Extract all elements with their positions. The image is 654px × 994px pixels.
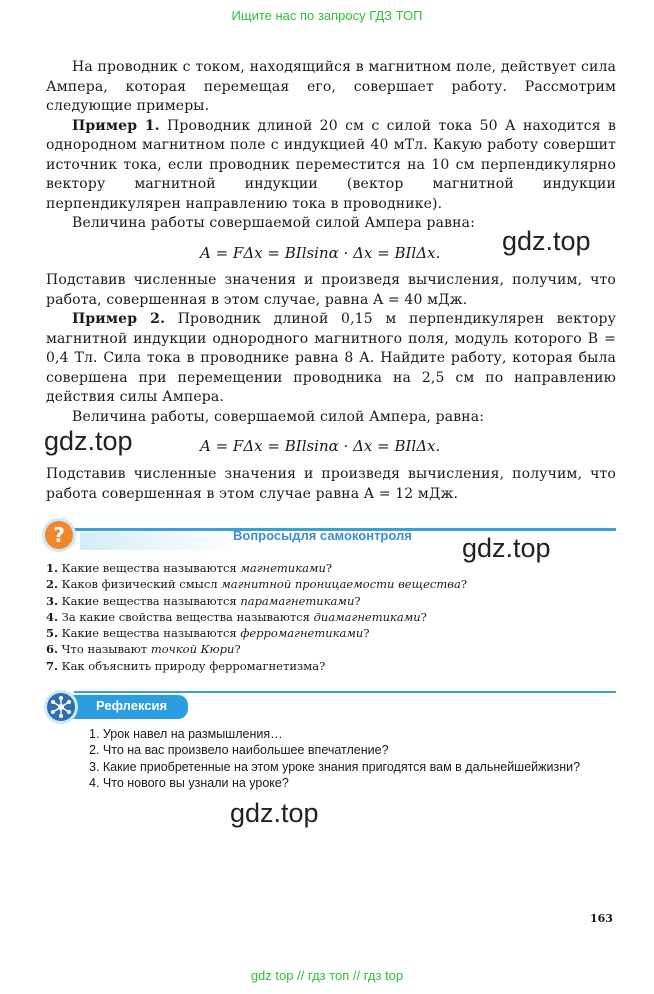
question-item: [46, 609, 606, 625]
watermark: gdz.top: [44, 426, 133, 456]
question-end: ?: [325, 561, 333, 575]
question-text: Какие вещества называются: [58, 593, 241, 608]
molecule-icon: [44, 690, 78, 724]
reflection-item: 1. Урок навел на размышления…: [89, 727, 283, 741]
reflection-list: [89, 726, 580, 791]
question-term: диамагнетиками: [313, 609, 421, 624]
example1-text: Проводник длиной 20 см с силой тока 50 А находится в однородном магнитном поле с индукцией 40 мТл. Какую работу совершит источник тока, если проводник переместится на 10 см перпендикулярно вектору магнитной индукции (вектор магнитной индукции перпендикулярен направлению тока в проводнике).: [46, 117, 617, 212]
question-end: ?: [460, 577, 467, 592]
question-number: 5.: [46, 626, 59, 641]
example1-result: Подставив численные значения и произведя вычисления, получим, что работа, совершенная в этом случае, равна A = 40 мДж.: [46, 272, 616, 308]
main-text: [46, 58, 616, 234]
question-text: Как объяснить природу ферромагнетизма?: [58, 658, 326, 673]
question-number: 4.: [46, 609, 59, 624]
question-term: точкой Кюри: [150, 642, 235, 657]
example2-work-line: Величина работы, совершаемой силой Ампера, равна:: [72, 408, 485, 425]
self-control-questions: [46, 560, 606, 674]
question-term: магнитной проницаемости вещества: [221, 577, 461, 592]
example2-paragraph: [46, 310, 616, 408]
example1-work-line: Величина работы совершаемой силой Ампера равна:: [72, 215, 475, 231]
question-number: 1.: [46, 561, 59, 575]
reflection-divider: [74, 691, 616, 693]
reflection-item: 4. Что нового вы узнали на уроке?: [89, 775, 289, 790]
question-number: 6.: [46, 642, 59, 657]
section-band: [80, 532, 240, 550]
question-end: ?: [363, 626, 370, 641]
question-text: Какие вещества называются: [58, 561, 241, 575]
question-text: Что называют: [58, 642, 151, 657]
question-number: 3.: [46, 593, 59, 608]
example2-formula: A = FΔx = BIlsinα · Δx = BIlΔx.: [200, 437, 441, 455]
question-term: парамагнетиками: [240, 593, 355, 608]
example1-label: Пример 1.: [72, 117, 160, 134]
self-control-header: [40, 518, 616, 558]
example1-result-block: [46, 271, 616, 427]
top-banner[interactable]: Ищите нас по запросу ГДЗ ТОП: [231, 8, 423, 23]
question-text: Каков физический смысл: [58, 577, 222, 592]
question-term: ферромагнетиками: [240, 626, 364, 641]
watermark: gdz.top: [502, 226, 591, 256]
example2-text: Проводник длиной 0,15 м перпендикулярен вектору магнитной индукции однородного магнитного поля, модуль которого B = 0,4 Тл. Сила тока в проводнике равна 8 А. Найдите работу, которая была совершена при перемещении проводника на 2,5 см по направлению действия силы Ампера.: [46, 311, 616, 405]
page-number: 163: [590, 912, 613, 925]
question-item: [46, 625, 606, 641]
example2-result: Подставив численные значения и произведя вычисления, получим, что работа совершенная в этом случае равна A = 12 мДж.: [46, 466, 616, 502]
example1-formula: A = FΔx = BIlsinα · Δx = BIlΔx.: [200, 244, 441, 262]
question-text: За какие свойства вещества называются: [58, 609, 314, 624]
self-control-title: Вопросыдля самоконтроля: [233, 528, 412, 543]
reflection-header: [44, 690, 616, 724]
reflection-item: 3. Какие приобретенные на этом уроке знания пригодятся вам в дальнейшейжизни?: [89, 759, 581, 774]
question-item: [46, 560, 606, 576]
question-number: 2.: [46, 577, 59, 592]
question-item: [46, 641, 606, 657]
question-end: ?: [354, 593, 361, 608]
question-text: Какие вещества называются: [58, 626, 241, 641]
question-icon: ?: [42, 518, 76, 552]
question-item: [46, 576, 606, 592]
reflection-title: Рефлексия: [96, 698, 168, 713]
question-number: 7.: [46, 658, 59, 673]
question-end: ?: [420, 609, 427, 624]
example2-result-block: [46, 465, 616, 504]
example2-label: Пример 2.: [72, 311, 166, 327]
watermark: gdz.top: [230, 798, 319, 828]
question-item: [46, 658, 606, 674]
question-end: ?: [234, 642, 241, 657]
intro-paragraph: На проводник с током, находящийся в магнитном поле, действует сила Ампера, которая перемещая его, совершает работу. Рассмотрим следующие примеры.: [46, 59, 616, 114]
bottom-banner[interactable]: gdz top // гдз топ // гдз top: [250, 968, 404, 983]
example1-paragraph: [46, 117, 616, 215]
watermark: gdz.top: [462, 533, 551, 563]
reflection-item: 2. Что на вас произвело наибольшее впечатление?: [89, 743, 389, 758]
question-term: магнетиками: [240, 561, 326, 575]
question-item: [46, 593, 606, 609]
